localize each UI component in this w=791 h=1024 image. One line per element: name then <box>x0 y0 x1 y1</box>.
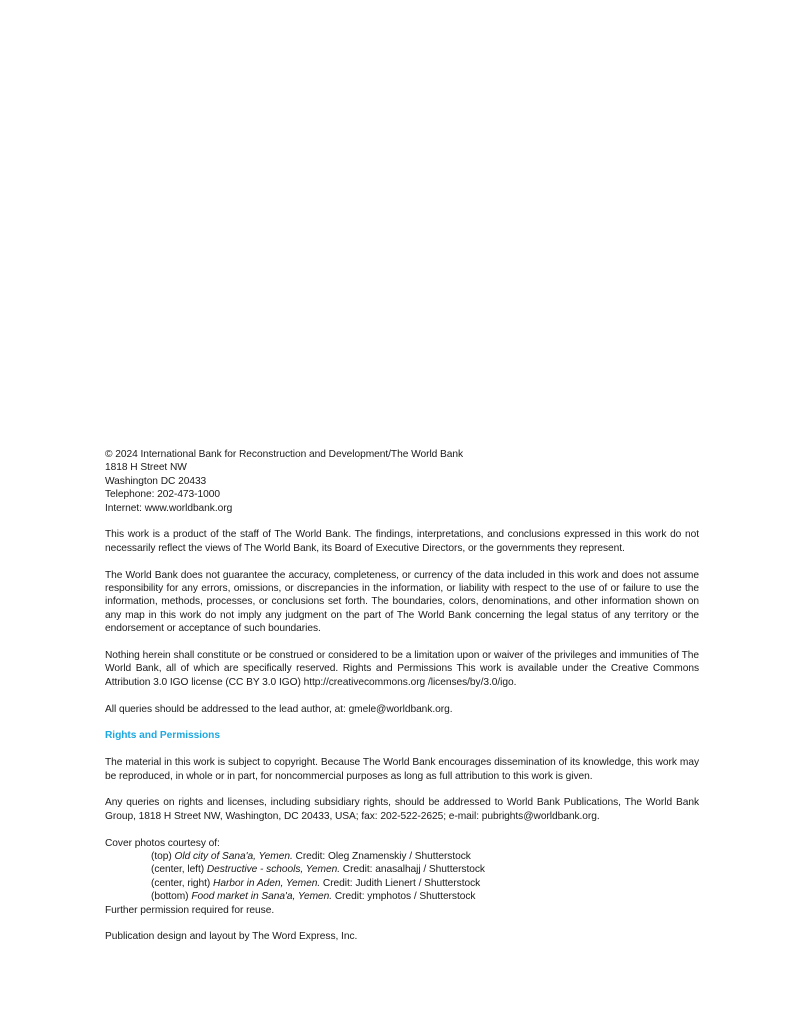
design-credit: Publication design and layout by The Word Express, Inc. <box>105 931 358 943</box>
cover-credits <box>105 837 699 917</box>
street-line: 1818 H Street NW <box>105 462 187 474</box>
rights-copyright-para: The material in this work is subject to copyright. Because The World Bank encourages dissemination of its knowledge, this work may be reproduced, in whole or in part, for noncommercial purposes as long as full attribution to this work is given. <box>105 757 699 782</box>
cover-photo-credit: (center, left) Destructive - schools, Yemen. Credit: anasalhajj / Shutterstock <box>151 864 485 876</box>
rights-licenses-para: Any queries on rights and licenses, including subsidiary rights, should be addressed to World Bank Publications, The World Bank Group, 1818 H Street NW, Washington, DC 20433, USA; fax: 202-522-2625; e-mail: pubrights@worldbank.org. <box>105 797 699 822</box>
city-line: Washington DC 20433 <box>105 475 207 487</box>
cover-photo-credit: (top) Old city of Sana'a, Yemen. Credit: Oleg Znamenskiy / Shutterstock <box>151 851 471 863</box>
rights-heading: Rights and Permissions <box>105 730 220 742</box>
cover-intro: Cover photos courtesy of: <box>105 837 220 849</box>
privileges-disclaimer: Nothing herein shall constitute or be construed or considered to be a limitation upon or waiver of the privileges and immunities of The World Bank, all of which are specifically reserved. Rights and Permissions This work is available under the Creative Commons Attribution 3.0 IGO license (CC BY 3.0 IGO) http://creativecommons.org /licenses/by/3.0/igo. <box>105 650 699 688</box>
telephone-line: Telephone: 202-473-1000 <box>105 489 220 501</box>
cover-photo-credit: (center, right) Harbor in Aden, Yemen. Credit: Judith Lienert / Shutterstock <box>151 877 481 889</box>
internet-line: Internet: www.worldbank.org <box>105 502 233 514</box>
further-permission: Further permission required for reuse. <box>105 904 275 916</box>
cover-photo-credit: (bottom) Food market in Sana'a, Yemen. Credit: ymphotos / Shutterstock <box>151 891 476 903</box>
address-block <box>105 448 699 515</box>
copyright-page <box>105 448 699 944</box>
accuracy-disclaimer: The World Bank does not guarantee the accuracy, completeness, or currency of the data included in this work and does not assume responsibility for any errors, omissions, or discrepancies in the information, or liability with respect to the use of or failure to use the information, methods, processes, or conclusions set forth. The boundaries, colors, denominations, and other information shown on any map in this work do not imply any judgment on the part of The World Bank concerning the legal status of any territory or the endorsement or acceptance of such boundaries. <box>105 569 699 635</box>
copyright-line: © 2024 International Bank for Reconstruction and Development/The World Bank <box>105 449 464 460</box>
staff-disclaimer: This work is a product of the staff of The World Bank. The findings, interpretations, and conclusions expressed in this work do not necessarily reflect the views of The World Bank, its Board of Executive Directors, or the governments they represent. <box>105 529 699 554</box>
queries-note: All queries should be addressed to the lead author, at: gmele@worldbank.org. <box>105 703 453 715</box>
